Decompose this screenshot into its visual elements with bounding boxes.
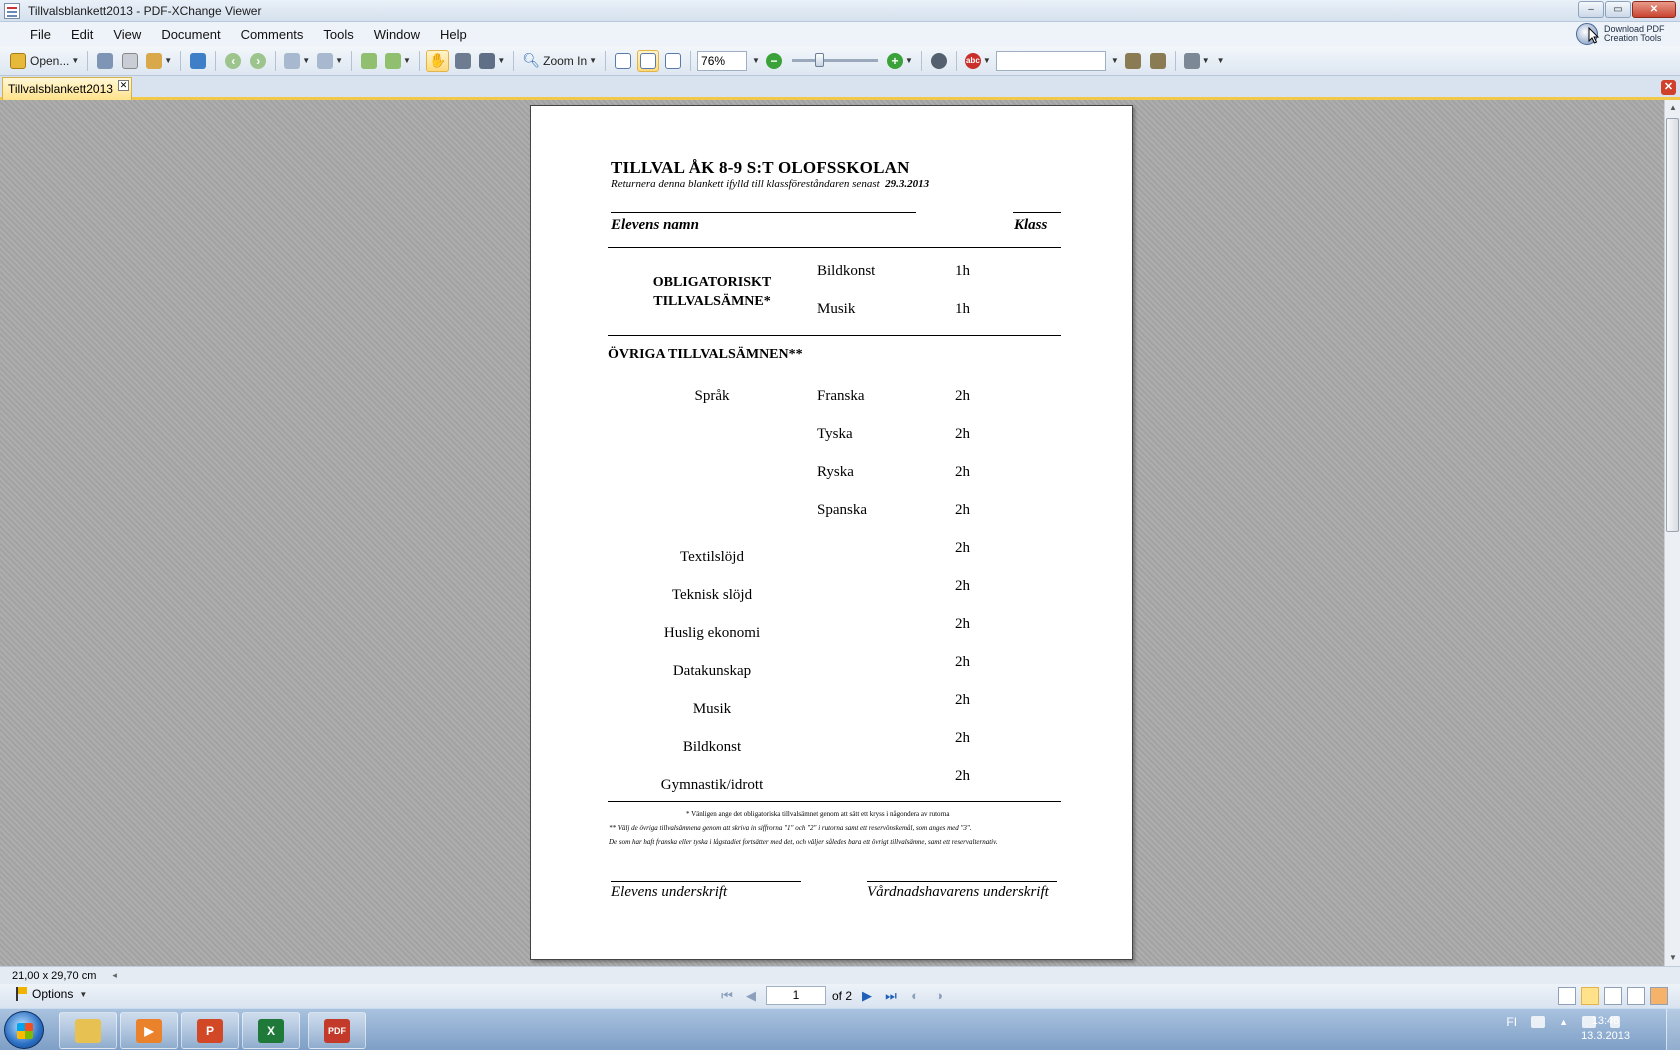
- chevron-down-icon[interactable]: ▼: [164, 56, 173, 65]
- menu-edit[interactable]: Edit: [70, 26, 94, 42]
- open-button[interactable]: [8, 50, 81, 72]
- forward-button[interactable]: [247, 50, 269, 72]
- magnifier-icon: 🔍︎: [522, 52, 541, 68]
- binoculars-icon: [931, 53, 947, 69]
- menu-view[interactable]: View: [113, 26, 142, 42]
- search-input[interactable]: [996, 51, 1106, 71]
- other-subject-hours: 2h: [955, 768, 970, 784]
- document-tab-bar: [0, 76, 1680, 100]
- other-subject-hours: 2h: [955, 540, 970, 556]
- toolbar-separator: [513, 51, 514, 71]
- minimize-button[interactable]: –: [1578, 1, 1604, 18]
- arrow-right-icon: ›: [250, 53, 266, 69]
- app-icon[interactable]: [4, 3, 20, 19]
- class-line: [1013, 212, 1061, 213]
- other-subject: Textilslöjd: [680, 549, 744, 565]
- pdf-icon: PDF: [324, 1019, 350, 1043]
- clock[interactable]: [1581, 1014, 1630, 1044]
- mandatory-hours: 1h: [955, 301, 970, 317]
- plus-icon: +: [887, 53, 903, 69]
- start-button[interactable]: [4, 1011, 44, 1049]
- taskbar-explorer[interactable]: [59, 1012, 117, 1049]
- language-subject: Tyska: [817, 426, 853, 442]
- fit-page-button[interactable]: [637, 50, 659, 72]
- language-hours: 2h: [955, 464, 970, 480]
- mandatory-subject: Bildkonst: [817, 263, 876, 279]
- document-title: TILLVAL ÅK 8-9 S:T OLOFSSKOLAN: [611, 158, 910, 177]
- scroll-down-icon[interactable]: ▼: [1669, 953, 1677, 962]
- chevron-left-icon[interactable]: ◂: [112, 970, 117, 980]
- fit-width-icon: [665, 53, 681, 69]
- spell-check-button[interactable]: [963, 50, 993, 72]
- mandatory-heading-line1: OBLIGATORISKT: [652, 275, 772, 290]
- close-document-icon[interactable]: ✕: [1661, 80, 1676, 95]
- redo-button[interactable]: [315, 50, 345, 72]
- search-dropdown-icon[interactable]: ▼: [1110, 56, 1119, 65]
- wrench-icon: [1184, 53, 1200, 69]
- guardian-signature-line: [867, 881, 1057, 882]
- actual-size-icon: [615, 53, 631, 69]
- language-subject: Ryska: [817, 464, 854, 480]
- undo-button[interactable]: [282, 50, 312, 72]
- deadline-date: 29.3.2013: [885, 178, 930, 190]
- view-button[interactable]: [928, 50, 950, 72]
- student-signature-line: [611, 881, 801, 882]
- navigation-bar: [0, 984, 1680, 1008]
- language-hours: 2h: [955, 388, 970, 404]
- download-tools-label: Download PDF Creation Tools: [1604, 24, 1665, 43]
- toolbar-separator: [921, 51, 922, 71]
- divider-line: [608, 335, 1061, 336]
- other-subject-hours: 2h: [955, 578, 970, 594]
- back-button[interactable]: [222, 50, 244, 72]
- other-subject: Bildkonst: [682, 739, 742, 755]
- page-number-input[interactable]: 1: [766, 986, 826, 1005]
- zoom-in-label: Zoom In: [543, 53, 588, 68]
- taskbar-excel[interactable]: [242, 1012, 300, 1049]
- document-tab[interactable]: [2, 77, 132, 100]
- find-previous-icon: [1125, 53, 1141, 69]
- other-subjects-heading: ÖVRIGA TILLVALSÄMNEN**: [608, 347, 803, 362]
- print-button[interactable]: [119, 50, 141, 72]
- student-signature-label: Elevens underskrift: [611, 884, 728, 900]
- toolbar-separator: [605, 51, 606, 71]
- guardian-signature-label: Vårdnadshavarens underskrift: [867, 884, 1049, 900]
- undo-icon: [284, 53, 300, 69]
- toolbar-separator: [87, 51, 88, 71]
- language-subject: Spanska: [817, 502, 867, 518]
- zoom-slider-thumb[interactable]: [815, 53, 824, 67]
- language-subject: Franska: [817, 388, 865, 404]
- other-subject-hours: 2h: [955, 692, 970, 708]
- scrollbar-thumb[interactable]: [1666, 118, 1679, 532]
- chevron-down-icon[interactable]: ▼: [403, 56, 411, 65]
- mouse-cursor-icon: [1588, 27, 1600, 44]
- toolbar-overflow-icon[interactable]: ▼: [1216, 56, 1225, 65]
- page-size-readout: 21,00 x 29,70 cm: [12, 969, 97, 982]
- toolbar-separator: [180, 51, 181, 71]
- fit-width-button[interactable]: [662, 50, 684, 72]
- other-subject: Datakunskap: [672, 663, 752, 679]
- tab-close-icon[interactable]: ✕: [119, 80, 128, 90]
- other-subject: Musik: [692, 701, 732, 717]
- zoom-level-input[interactable]: 76%: [697, 51, 747, 71]
- maximize-button[interactable]: ▭: [1605, 1, 1631, 18]
- excel-icon: X: [258, 1019, 284, 1043]
- tools-options-button[interactable]: [1182, 50, 1212, 72]
- flag-icon: [16, 987, 28, 1001]
- class-label: Klass: [1014, 217, 1048, 233]
- mandatory-subject: Musik: [817, 301, 856, 317]
- continuous-facing-icon[interactable]: [1627, 987, 1645, 1005]
- show-hidden-icons[interactable]: ▲: [1559, 1017, 1568, 1027]
- menu-help[interactable]: Help: [440, 26, 467, 42]
- minus-icon: −: [766, 53, 782, 69]
- main-toolbar: [0, 46, 1680, 76]
- chevron-down-icon[interactable]: ▼: [71, 56, 80, 65]
- folder-icon: [75, 1019, 101, 1043]
- toolbar-separator: [956, 51, 957, 71]
- menu-file[interactable]: File: [30, 26, 51, 42]
- chevron-down-icon[interactable]: ▼: [497, 56, 506, 65]
- taskbar-media-player[interactable]: [120, 1012, 178, 1049]
- menu-tools[interactable]: Tools: [323, 26, 354, 42]
- scan-button[interactable]: [187, 50, 209, 72]
- language-label: Språk: [694, 388, 730, 404]
- keyboard-icon[interactable]: [1531, 1016, 1545, 1028]
- title-bar: [0, 0, 1680, 22]
- other-subject: Gymnastik/idrott: [660, 777, 764, 793]
- divider-line: [608, 247, 1061, 248]
- close-button[interactable]: ✕: [1632, 1, 1676, 18]
- previous-view-icon[interactable]: ◐: [911, 988, 919, 1003]
- first-page-icon[interactable]: ⏮: [721, 987, 733, 1003]
- document-tab-label: Tillvalsblankett2013: [8, 82, 113, 96]
- other-subject-hours: 2h: [955, 730, 970, 746]
- other-subject-hours: 2h: [955, 654, 970, 670]
- taskbar-powerpoint[interactable]: [181, 1012, 239, 1049]
- show-desktop-button[interactable]: [1666, 1009, 1680, 1050]
- language-hours: 2h: [955, 502, 970, 518]
- divider-line: [608, 801, 1061, 802]
- zoom-plus-button[interactable]: [885, 50, 915, 72]
- note-mandatory: * Vänligen ange det obligatoriska tillvalsämnet genom att sätt ett kryss i någondera av rutorna: [686, 810, 950, 818]
- clock-time: 13:46: [1591, 1015, 1620, 1027]
- arrow-left-icon: ‹: [225, 53, 241, 69]
- note-other: ** Välj de övriga tillvalsämnena genom att skriva in siffrorna "1" och "2" i rutorna samt ett reservönskemål, som anges med "3".: [609, 824, 972, 832]
- zoom-slider[interactable]: [792, 59, 878, 62]
- chevron-down-icon[interactable]: ▼: [982, 56, 991, 65]
- rotate-right-button[interactable]: [383, 50, 413, 72]
- document-viewer[interactable]: [0, 100, 1664, 966]
- language-hours: 2h: [955, 426, 970, 442]
- open-folder-icon: [10, 53, 26, 69]
- zoom-in-button[interactable]: [520, 50, 599, 72]
- save-button[interactable]: [94, 50, 116, 72]
- menu-comments[interactable]: Comments: [240, 26, 304, 42]
- powerpoint-icon: P: [197, 1019, 223, 1043]
- menu-bar: [0, 22, 1680, 46]
- facing-pages-icon[interactable]: [1604, 987, 1622, 1005]
- menu-window[interactable]: Window: [373, 26, 421, 42]
- find-next-icon: [1150, 53, 1166, 69]
- scroll-up-icon[interactable]: ▲: [1669, 103, 1677, 112]
- hand-icon: ✋: [428, 52, 447, 68]
- page-layout-controls: [1558, 987, 1668, 1005]
- next-page-icon[interactable]: ▶: [862, 987, 873, 1003]
- chevron-down-icon[interactable]: ▼: [335, 56, 344, 65]
- pdf-page: [530, 105, 1133, 960]
- toolbar-separator: [275, 51, 276, 71]
- taskbar: [0, 1008, 1680, 1050]
- previous-page-icon[interactable]: ◀: [746, 987, 756, 1003]
- toolbar-separator: [419, 51, 420, 71]
- student-name-line: [611, 212, 916, 213]
- single-page-icon[interactable]: [1558, 987, 1576, 1005]
- total-pages-label: of 2: [832, 988, 853, 1003]
- continuous-page-icon[interactable]: [1581, 987, 1599, 1005]
- chevron-down-icon[interactable]: ▼: [904, 56, 913, 65]
- chevron-down-icon[interactable]: ▼: [302, 56, 311, 65]
- mandatory-heading-line2: TILLVALSÄMNE*: [653, 294, 771, 309]
- hand-tool-button[interactable]: [426, 50, 449, 72]
- language-indicator[interactable]: FI: [1506, 1015, 1518, 1029]
- print-icon: [122, 53, 138, 69]
- chevron-down-icon[interactable]: ▼: [589, 56, 598, 65]
- zoom-dropdown-icon[interactable]: ▼: [752, 56, 760, 65]
- vertical-scrollbar[interactable]: [1664, 100, 1680, 966]
- save-icon: [97, 53, 113, 69]
- actual-size-button[interactable]: [612, 50, 634, 72]
- menu-document[interactable]: Document: [161, 26, 221, 42]
- find-next-button[interactable]: [1147, 50, 1169, 72]
- email-button[interactable]: [144, 50, 174, 72]
- mandatory-hours: 1h: [955, 263, 970, 279]
- camera-icon: [455, 53, 471, 69]
- status-bar: [0, 966, 1680, 984]
- last-page-icon[interactable]: ⏭: [885, 987, 897, 1003]
- scan-icon: [190, 53, 206, 69]
- window-controls: [1578, 1, 1676, 18]
- next-view-icon[interactable]: ◑: [935, 988, 943, 1003]
- zoom-out-button[interactable]: [763, 50, 785, 72]
- media-player-icon: ▶: [136, 1019, 162, 1043]
- page-navigation: [718, 986, 948, 1005]
- other-subject-hours: 2h: [955, 616, 970, 632]
- find-previous-button[interactable]: [1122, 50, 1144, 72]
- package-icon: [146, 53, 162, 69]
- other-subject: Huslig ekonomi: [663, 625, 761, 641]
- spell-check-icon: abc: [965, 53, 981, 69]
- redo-icon: [317, 53, 333, 69]
- other-subject: Teknisk slöjd: [671, 587, 753, 603]
- toolbar-separator: [351, 51, 352, 71]
- open-label: Open...: [30, 53, 70, 68]
- clock-date: 13.3.2013: [1581, 1030, 1630, 1042]
- taskbar-pdf-viewer[interactable]: [308, 1012, 366, 1049]
- split-view-icon[interactable]: [1650, 987, 1668, 1005]
- toolbar-separator: [215, 51, 216, 71]
- rotate-left-button[interactable]: [358, 50, 380, 72]
- mandatory-heading: [632, 273, 792, 311]
- fit-page-icon: [640, 53, 656, 69]
- note-language: De som har haft franska eller tyska i lågstadiet fortsätter med det, och väljer således bara ett övrigt tillvalsämne, samt ett reservalternativ.: [609, 838, 998, 846]
- document-subtitle: [611, 178, 929, 190]
- student-name-label: Elevens namn: [611, 217, 699, 233]
- chevron-down-icon[interactable]: ▼: [1201, 56, 1210, 65]
- window-title: Tillvalsblankett2013 - PDF-XChange Viewer: [28, 3, 262, 18]
- toolbar-separator: [1175, 51, 1176, 71]
- options-button[interactable]: [16, 987, 87, 1001]
- toolbar-separator: [690, 51, 691, 71]
- rotate-right-icon: [385, 53, 401, 69]
- text-select-icon: [479, 53, 495, 69]
- rotate-left-icon: [361, 53, 377, 69]
- select-text-button[interactable]: [477, 50, 507, 72]
- snapshot-button[interactable]: [452, 50, 474, 72]
- chevron-down-icon: ▼: [79, 989, 88, 999]
- subtitle-text: Returnera denna blankett ifylld till klassföreståndaren senast: [611, 178, 880, 190]
- options-label: Options: [32, 987, 74, 1001]
